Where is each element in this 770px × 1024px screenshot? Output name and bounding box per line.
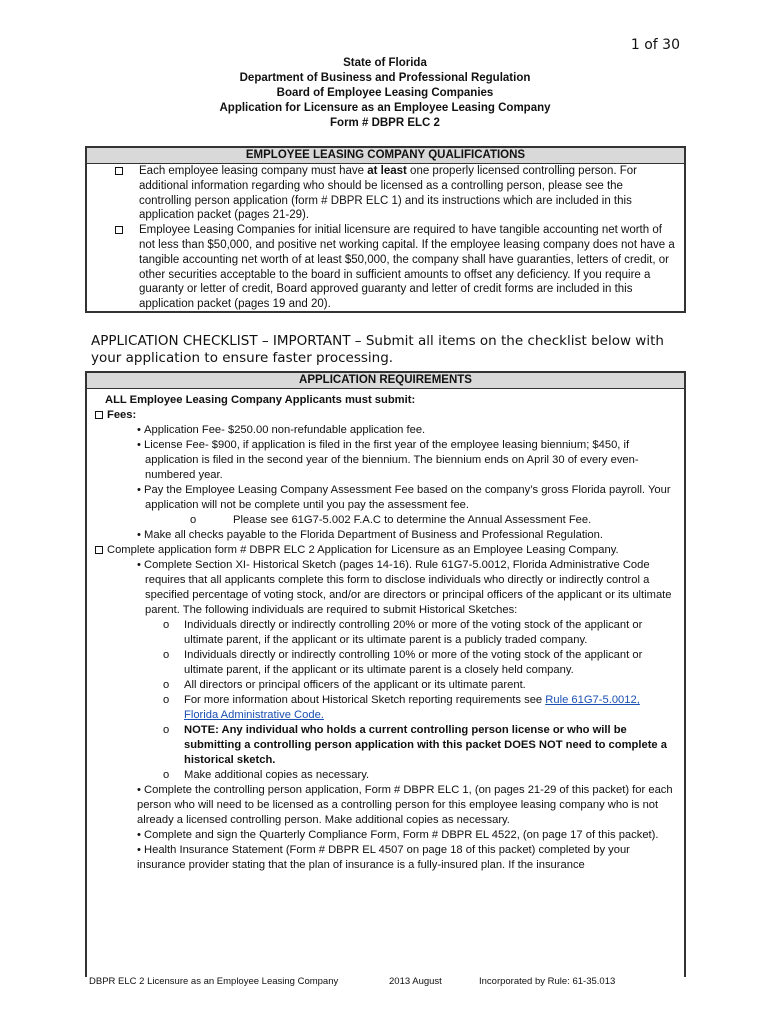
page-number: 1 of 30 — [630, 37, 680, 53]
fee-license-text: License Fee- $900, if application is filed in the first year of the employee leasing biennium; $450, if application is filed in the second year of the biennium. The biennium ends on April 30 of every even-numbered year. — [144, 439, 639, 481]
bullet-icon: • — [137, 559, 145, 571]
requirements-content — [87, 389, 684, 873]
fee-assessment-note-text: Please see 61G7-5.002 F.A.C to determine the Annual Assessment Fee. — [233, 514, 592, 526]
qualifications-box — [85, 146, 686, 313]
qualification-item-1-pre: Each employee leasing company must have — [139, 165, 368, 177]
fee-assessment-text: Pay the Employee Leasing Company Assessment Fee based on the company’s gross Florida payroll. Your application will not be complete until you pay the assessment fee. — [144, 484, 671, 511]
fee-application-text: Application Fee- $250.00 non-refundable application fee. — [144, 424, 426, 436]
page-footer — [89, 976, 615, 987]
circle-bullet-icon: o — [163, 649, 170, 661]
document-header — [0, 56, 770, 131]
health-insurance-item — [93, 843, 676, 873]
rule-link[interactable]: Rule 61G7-5.0012, Florida Administrative Code. — [184, 694, 640, 721]
circle-bullet-icon: o — [163, 679, 170, 691]
historical-sub-5-text: NOTE: Any individual who holds a current controlling person license or who will be submitting a controlling person application with this packet DOES NOT need to complete a historical sketch. — [184, 724, 667, 766]
historical-sub-2-text: Individuals directly or indirectly controlling 10% or more of the voting stock of the applicant or ultimate parent, if the applicant or its ultimate parent is a closely held company. — [184, 649, 643, 676]
quarterly-compliance-item — [93, 828, 676, 843]
requirements-intro: ALL Employee Leasing Company Applicants must submit: — [105, 394, 416, 406]
fee-assessment — [93, 483, 676, 513]
requirements-title: APPLICATION REQUIREMENTS — [87, 373, 684, 389]
checkbox-icon — [95, 411, 103, 419]
circle-bullet-icon: o — [163, 769, 170, 781]
checkbox-icon — [95, 546, 103, 554]
fee-assessment-note — [93, 513, 676, 528]
historical-sketch-text: Complete Section XI- Historical Sketch (pages 14-16). Rule 61G7-5.0012, Florida Administrative Code requires that all applicants complete this form to disclose individuals who directly or indirectly control a specified percentage of voting stock, and/or are directors or principal officers of the applicant or its ultimate parent. The following individuals are required to submit Historical Sketches: — [144, 559, 672, 616]
qualifications-list — [87, 164, 684, 312]
controlling-person-item — [93, 783, 676, 828]
historical-sub-1-text: Individuals directly or indirectly controlling 20% or more of the voting stock of the applicant or ultimate parent, if the applicant or its ultimate parent is a publicly traded company. — [184, 619, 643, 646]
historical-sub-directors — [93, 678, 676, 693]
quarterly-compliance-text: Complete and sign the Quarterly Compliance Form, Form # DBPR EL 4522, (on page 17 of this packet). — [144, 829, 659, 841]
circle-bullet-icon: o — [190, 514, 197, 526]
header-line-board: Board of Employee Leasing Companies — [276, 87, 494, 99]
bullet-icon: • — [137, 439, 145, 451]
bullet-icon: • — [137, 529, 145, 541]
circle-bullet-icon: o — [163, 619, 170, 631]
qualification-item-controlling-person — [87, 164, 684, 223]
health-insurance-text: Health Insurance Statement (Form # DBPR EL 4507 on page 18 of this packet) completed by your insurance provider stating that the plan of insurance is a fully-insured plan. If the insurance — [137, 844, 630, 871]
footer-form-name: DBPR ELC 2 Licensure as an Employee Leasing Company — [89, 976, 339, 987]
historical-sub-4-text: For more information about Historical Sketch reporting requirements see — [184, 694, 546, 706]
historical-sketch-item — [93, 558, 676, 618]
footer-date: 2013 August — [389, 976, 442, 987]
historical-sub-note — [93, 723, 676, 768]
qualifications-title: EMPLOYEE LEASING COMPANY QUALIFICATIONS — [87, 148, 684, 164]
historical-sub-publicly-traded — [93, 618, 676, 648]
qualification-item-1-post: one properly licensed controlling person. For additional information regarding who should be licensed as a controlling person, please see the controlling person application (form # DBPR ELC 1) and its instructions which are included in this application packet (pages 21-29). — [139, 165, 637, 222]
form-item-text: Complete application form # DBPR ELC 2 Application for Licensure as an Employee Leasing Company. — [107, 544, 619, 556]
fees-heading — [93, 408, 676, 423]
header-line-state: State of Florida — [343, 57, 427, 69]
bullet-icon: • — [137, 844, 145, 856]
bullet-icon: • — [137, 829, 145, 841]
qualification-item-net-worth — [87, 223, 684, 312]
fee-checks-payable — [93, 528, 676, 543]
form-item — [93, 543, 676, 558]
bullet-icon: • — [137, 784, 145, 796]
controlling-person-text: Complete the controlling person application, Form # DBPR ELC 1, (on pages 21-29 of this packet) for each person who will need to be licensed as a controlling person for this employee leasing company who is not already a licensed controlling person. Make additional copies as necessary. — [137, 784, 673, 826]
historical-sub-more-info — [93, 693, 676, 723]
fee-application — [93, 423, 676, 438]
checkbox-icon — [115, 167, 123, 175]
historical-sub-6-text: Make additional copies as necessary. — [184, 769, 370, 781]
bullet-icon: • — [137, 424, 145, 436]
historical-sub-copies — [93, 768, 676, 783]
qualification-item-2-text: Employee Leasing Companies for initial licensure are required to have tangible accounting net worth of not less than $50,000, and positive net working capital. If the employee leasing company does not have a tangible accounting net worth of at least $50,000, the company shall have guaranties, letters of credit, or other securities acceptable to the board in sufficient amounts to offset any deficiency. If you require a guaranty or letter of credit, Board approved guaranty and letter of credit forms are included in this application packet (pages 19 and 20). — [139, 224, 675, 311]
fee-checks-payable-text: Make all checks payable to the Florida Department of Business and Professional Regulation. — [144, 529, 603, 541]
header-line-application: Application for Licensure as an Employee Leasing Company — [219, 102, 551, 114]
fee-license — [93, 438, 676, 483]
header-line-department: Department of Business and Professional Regulation — [239, 72, 531, 84]
circle-bullet-icon: o — [163, 694, 170, 706]
requirements-box — [85, 371, 686, 977]
historical-sub-3-text: All directors or principal officers of the applicant or its ultimate parent. — [184, 679, 526, 691]
checkbox-icon — [115, 226, 123, 234]
header-line-form: Form # DBPR ELC 2 — [330, 117, 440, 129]
bullet-icon: • — [137, 484, 145, 496]
checklist-heading: APPLICATION CHECKLIST – IMPORTANT – Submit all items on the checklist below with your application to ensure faster processing. — [91, 333, 664, 366]
circle-bullet-icon: o — [163, 724, 170, 736]
fees-label: Fees: — [107, 409, 137, 421]
qualification-item-1-bold: at least — [367, 165, 407, 177]
footer-rule: Incorporated by Rule: 61-35.013 — [479, 976, 616, 987]
historical-sub-closely-held — [93, 648, 676, 678]
